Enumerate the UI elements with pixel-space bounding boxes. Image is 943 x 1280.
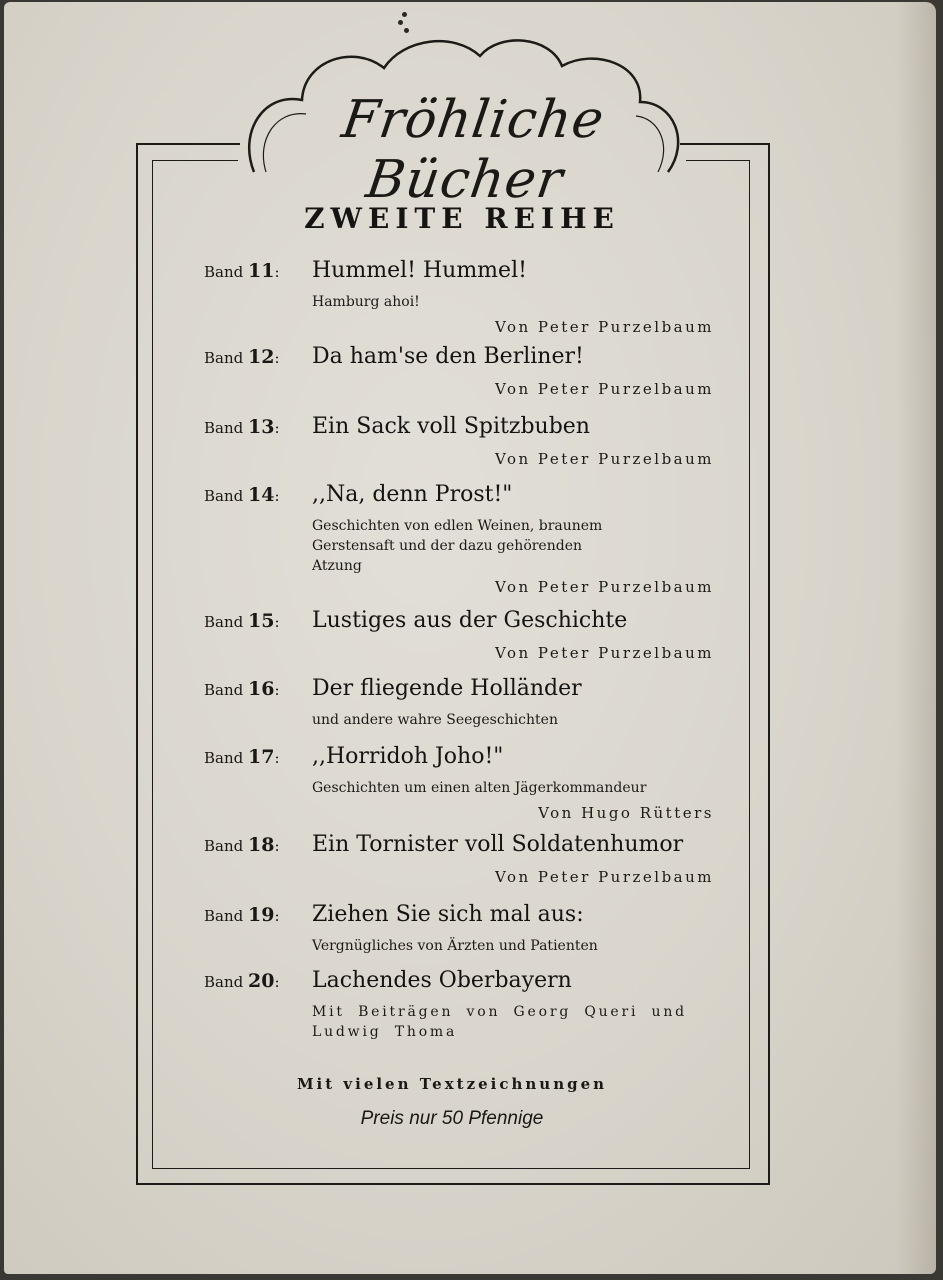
book-title: Ziehen Sie sich mal aus: bbox=[312, 902, 584, 927]
band-label: Band 15: bbox=[204, 610, 280, 632]
list-item bbox=[204, 676, 714, 730]
price-note: Preis nur 50 Pfennige bbox=[360, 1108, 544, 1129]
book-title: ,,Na, denn Prost!" bbox=[312, 482, 513, 507]
list-item bbox=[204, 744, 714, 824]
band-label: Band 20: bbox=[204, 970, 280, 992]
list-item bbox=[204, 968, 714, 1042]
list-item bbox=[204, 902, 714, 956]
book-list bbox=[204, 258, 714, 1042]
book-subtitle: Vergnügliches von Ärzten und Patienten bbox=[312, 938, 598, 954]
book-subtitle: Geschichten um einen alten Jägerkommandeur bbox=[312, 780, 647, 796]
book-title: Ein Sack voll Spitzbuben bbox=[312, 414, 590, 439]
illustrations-note: Mit vielen Textzeichnungen bbox=[296, 1075, 608, 1093]
script-title: Fröhliche Bücher bbox=[338, 90, 609, 210]
book-author: Von Peter Purzelbaum bbox=[495, 578, 714, 596]
book-subtitle: Geschichten von edlen Weinen, braunem Gerstensaft und der dazu gehörenden Atzung bbox=[312, 518, 603, 574]
band-label: Band 13: bbox=[204, 416, 280, 438]
book-subtitle: Mit Beiträgen von Georg Queri und Ludwig Thoma bbox=[312, 1004, 687, 1040]
book-title: ,,Horridoh Joho!" bbox=[312, 744, 504, 769]
book-subtitle: und andere wahre Seegeschichten bbox=[312, 712, 558, 728]
book-author: Von Peter Purzelbaum bbox=[495, 380, 714, 398]
frame-top-right-inner bbox=[686, 160, 750, 161]
book-author: Von Peter Purzelbaum bbox=[495, 450, 714, 468]
book-title: Hummel! Hummel! bbox=[312, 258, 527, 283]
paper-edge-shadow bbox=[896, 2, 936, 1274]
band-label: Band 17: bbox=[204, 746, 280, 768]
book-title: Der fliegende Holländer bbox=[312, 676, 582, 701]
book-title: Ein Tornister voll Soldatenhumor bbox=[312, 832, 684, 857]
band-label: Band 11: bbox=[204, 260, 280, 282]
band-label: Band 19: bbox=[204, 904, 280, 926]
band-label: Band 12: bbox=[204, 346, 280, 368]
series-title: ZWEITE REIHE bbox=[304, 202, 620, 235]
book-author: Von Peter Purzelbaum bbox=[495, 318, 714, 336]
list-item bbox=[204, 482, 714, 598]
band-label: Band 18: bbox=[204, 834, 280, 856]
book-title: Lustiges aus der Geschichte bbox=[312, 608, 628, 633]
book-author: Von Peter Purzelbaum bbox=[495, 644, 714, 662]
book-title: Da ham'se den Berliner! bbox=[312, 344, 584, 369]
list-item bbox=[204, 344, 714, 400]
book-author: Von Hugo Rütters bbox=[538, 804, 714, 822]
band-label: Band 16: bbox=[204, 678, 280, 700]
list-item bbox=[204, 832, 714, 888]
list-item bbox=[204, 414, 714, 470]
frame-top-left-inner bbox=[152, 160, 238, 161]
book-title: Lachendes Oberbayern bbox=[312, 968, 572, 993]
book-author: Von Peter Purzelbaum bbox=[495, 868, 714, 886]
ink-speck bbox=[402, 12, 407, 17]
book-subtitle: Hamburg ahoi! bbox=[312, 294, 420, 310]
list-item bbox=[204, 608, 714, 664]
list-item bbox=[204, 258, 714, 338]
band-label: Band 14: bbox=[204, 484, 280, 506]
